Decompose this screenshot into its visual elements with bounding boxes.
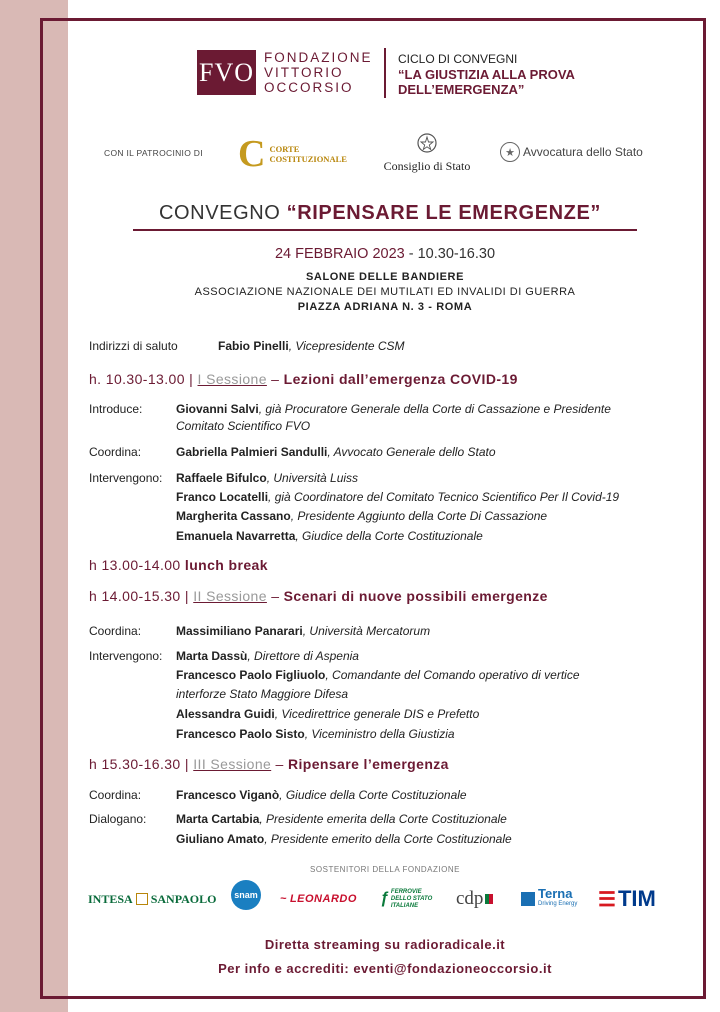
fs-logo (380, 886, 432, 912)
foundation-name-line: FONDAZIONE (264, 50, 373, 65)
leonardo-logo (280, 886, 357, 912)
fs-text-line: FERROVIE (390, 888, 422, 895)
introduce-speaker (176, 402, 611, 416)
session-dash: – (266, 371, 284, 387)
session-3-heading (89, 756, 449, 772)
event-date-value: 24 FEBBRAIO 2023 (274, 246, 405, 262)
speaker-role: , Presidente Aggiunto della Corte Di Cassazione (290, 509, 548, 523)
greeting-speaker (218, 339, 405, 353)
speaker-name: Emanuela Navarretta (176, 529, 296, 543)
session-dash: – (271, 756, 288, 772)
lunch-heading (89, 557, 268, 573)
speaker-role: , già Coordinatore del Comitato Tecnico Scientifico Per Il Covid-19 (268, 490, 620, 504)
foundation-name-line: OCCORSIO (264, 80, 354, 95)
tim-logo (598, 886, 656, 912)
speaker-name: Marta Dassù (176, 649, 248, 663)
introduce-label: Introduce: (89, 402, 143, 416)
speaker-role: , Presidente emerito della Corte Costituzionale (264, 832, 512, 846)
speaker-line (176, 668, 580, 682)
speaker-role: , Avvocato Generale dello Stato (327, 445, 496, 459)
speaker-role: , Comandante del Comando operativo di vertice (325, 668, 580, 682)
consiglio-text: Consiglio di Stato (383, 159, 471, 173)
speaker-role: , Vicepresidente CSM (288, 339, 405, 353)
avvocatura-text: Avvocatura dello Stato (523, 145, 643, 159)
tim-mark-icon: ☰ (598, 888, 616, 911)
speaker-line (176, 707, 479, 721)
cdp-logo (456, 886, 493, 912)
venue-line: PIAZZA ADRIANA N. 3 - ROMA (297, 301, 473, 313)
lunch-time: h 13.00-14.00 (89, 557, 185, 573)
speaker-name: Giovanni Salvi (176, 402, 259, 416)
speaker-role: , Giudice della Corte Costituzionale (279, 788, 467, 802)
coordina-speaker (176, 788, 467, 802)
session-dash: – (266, 588, 284, 604)
avvocatura-emblem-icon: ★ (500, 142, 520, 162)
patronage-label: CON IL PATROCINIO DI (104, 148, 203, 158)
intesa-text: INTESA (88, 891, 133, 906)
coordina-speaker (176, 445, 496, 459)
corte-emblem-icon: C (238, 133, 266, 175)
leonardo-text: LEONARDO (289, 893, 357, 905)
corte-text-line: COSTITUZIONALE (269, 154, 347, 164)
intervengono-label: Intervengono: (89, 471, 163, 485)
ciclo-title (398, 67, 575, 97)
italian-emblem-icon (412, 132, 442, 154)
speaker-role-continued: interforze Stato Maggiore Difesa (176, 687, 349, 701)
speaker-name: Marta Cartabia (176, 812, 260, 826)
terna-logo (521, 886, 577, 912)
event-title-main: “RIPENSARE LE EMERGENZE” (286, 202, 602, 224)
speaker-name: Francesco Paolo Figliuolo (176, 668, 326, 682)
session-2-heading (89, 588, 548, 604)
speaker-name: Gabriella Palmieri Sandulli (176, 445, 328, 459)
consiglio-di-stato-logo (372, 132, 482, 172)
speaker-line (176, 832, 512, 846)
snam-circle-icon (231, 880, 261, 910)
speaker-line (176, 529, 483, 543)
session-title: Ripensare l’emergenza (287, 756, 449, 772)
greeting-label: Indirizzi di saluto (89, 339, 178, 353)
speaker-line (176, 471, 358, 485)
speaker-name: Franco Locatelli (176, 490, 269, 504)
intesa-emblem-icon (136, 893, 148, 905)
corte-text (269, 144, 346, 164)
speaker-line (176, 727, 455, 741)
speaker-line (176, 490, 619, 504)
title-underline (133, 229, 637, 231)
lunch-label: lunch break (184, 557, 268, 573)
corte-text-line: CORTE (269, 144, 300, 154)
contact-info: Per info e accrediti: eventi@fondazioneoccorsio.it (218, 961, 552, 976)
sponsors-label: SOSTENITORI DELLA FONDAZIONE (310, 865, 460, 874)
speaker-role: , Giudice della Corte Costituzionale (295, 529, 483, 543)
session-name: III Sessione (193, 756, 272, 772)
speaker-role: , Università Luiss (266, 471, 359, 485)
cdp-text: cdp (456, 888, 484, 909)
speaker-role: , Vicedirettrice generale DIS e Prefetto (274, 707, 480, 721)
fs-text-line: DELLO STATO (390, 895, 433, 902)
speaker-role-continued: Comitato Scientifico FVO (176, 419, 311, 433)
speaker-name: Francesco Viganò (176, 788, 280, 802)
snam-logo (231, 882, 261, 908)
header-divider (384, 48, 386, 98)
speaker-line (176, 649, 359, 663)
venue-line: ASSOCIAZIONE NAZIONALE DEI MUTILATI ED INVALIDI DI GUERRA (194, 286, 576, 298)
speaker-role: , Direttore di Aspenia (247, 649, 359, 663)
dialogano-label: Dialogano: (89, 812, 147, 826)
avvocatura-logo (500, 141, 643, 163)
corte-costituzionale-logo (238, 134, 348, 174)
intesa-sanpaolo-logo (88, 886, 216, 912)
event-date (0, 246, 720, 262)
fs-mark-icon: ƒ (380, 890, 389, 907)
ciclo-title-line: “LA GIUSTIZIA ALLA PROVA (398, 67, 575, 82)
speaker-name: Francesco Paolo Sisto (176, 727, 305, 741)
intervengono-label: Intervengono: (89, 649, 163, 663)
session-name: II Sessione (193, 588, 267, 604)
fvo-logo (197, 50, 256, 95)
streaming-info: Diretta streaming su radioradicale.it (264, 937, 506, 952)
event-title (0, 202, 720, 225)
speaker-name: Raffaele Bifulco (176, 471, 267, 485)
ciclo-title-line: DELL’EMERGENZA” (398, 82, 525, 97)
speaker-name: Massimiliano Panarari (176, 624, 303, 638)
speaker-role: , Presidente emerita della Corte Costituzionale (259, 812, 507, 826)
fs-text (391, 889, 432, 910)
terna-mark-icon (521, 892, 535, 906)
session-time: h. 10.30-13.00 | (89, 371, 198, 387)
coordina-label: Coordina: (89, 445, 142, 459)
coordina-label: Coordina: (89, 624, 142, 638)
fs-text-line: ITALIANE (390, 902, 419, 909)
session-time: h 15.30-16.30 | (89, 756, 194, 772)
session-title: Lezioni dall’emergenza COVID-19 (283, 371, 518, 387)
speaker-name: Giuliano Amato (176, 832, 265, 846)
cdp-flag-icon (489, 894, 493, 904)
speaker-role: , Università Mercatorum (302, 624, 431, 638)
tim-text: TIM (617, 886, 656, 911)
session-title: Scenari di nuove possibili emergenze (283, 588, 548, 604)
speaker-name: Fabio Pinelli (218, 339, 289, 353)
foundation-name (264, 50, 373, 95)
session-time: h 14.00-15.30 | (89, 588, 194, 604)
speaker-role: , Viceministro della Giustizia (304, 727, 455, 741)
event-time: - 10.30-16.30 (404, 246, 496, 262)
sanpaolo-text: SANPAOLO (150, 891, 217, 906)
ciclo-label: CICLO DI CONVEGNI (398, 52, 518, 66)
snam-text: snam (234, 890, 258, 900)
speaker-role: , già Procuratore Generale della Corte di Cassazione e Presidente (258, 402, 611, 416)
speaker-line (176, 812, 507, 826)
foundation-name-line: VITTORIO (264, 65, 344, 80)
leonardo-mark-icon: ~ (280, 893, 287, 905)
session-1-heading (89, 371, 518, 387)
speaker-line (176, 509, 547, 523)
session-name: I Sessione (197, 371, 267, 387)
fvo-logo-mark: FVO (198, 57, 254, 87)
speaker-name: Margherita Cassano (176, 509, 291, 523)
speaker-name: Alessandra Guidi (176, 707, 275, 721)
coordina-label: Coordina: (89, 788, 142, 802)
event-title-prefix: CONVEGNO (158, 202, 287, 224)
terna-text (538, 888, 577, 910)
coordina-speaker (176, 624, 430, 638)
venue-line: SALONE DELLE BANDIERE (305, 271, 465, 283)
terna-name: Terna (538, 886, 573, 901)
terna-tagline: Driving Energy (538, 901, 578, 907)
